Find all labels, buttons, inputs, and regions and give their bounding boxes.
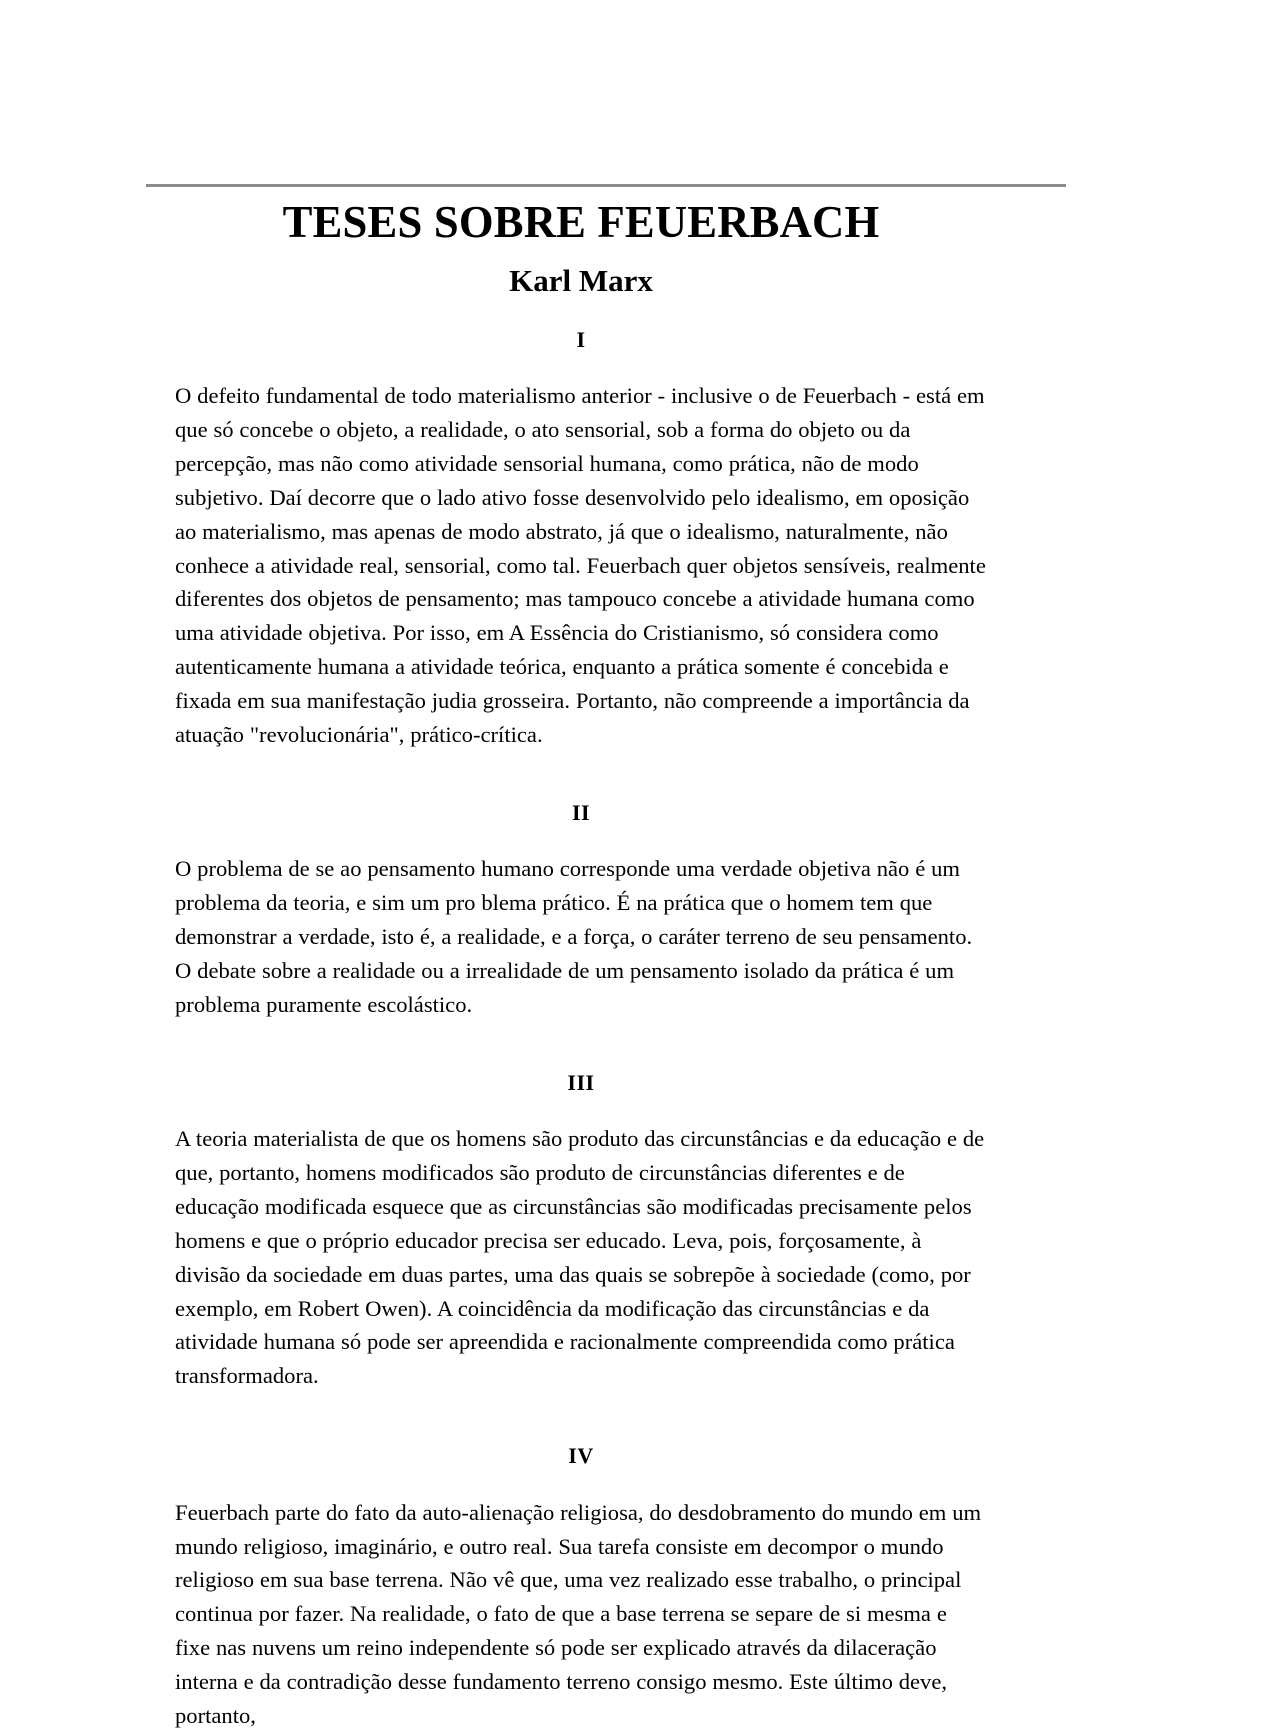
document-author: Karl Marx [509, 262, 653, 298]
header-divider-rule [146, 184, 1066, 187]
section-number-4: IV [568, 1443, 594, 1469]
section-paragraph-1: O defeito fundamental de todo materialismo anterior - inclusive o de Feuerbach - está em que só concebe o objeto, a realidade, o ato sensorial, sob a forma do objeto ou da percepção, mas não como atividade sensorial humana, como prática, não de modo subjetivo. Daí decorre que o lado ativo fosse desenvolvido pelo idealismo, em oposição ao materialismo, mas apenas de modo abstrato, já que o idealismo, naturalmente, não conhece a atividade real, sensorial, como tal. Feuerbach quer objetos sensíveis, realmente diferentes dos objetos de pensamento; mas tampouco concebe a atividade humana como uma atividade objetiva. Por isso, em A Essência do Cristianismo, só considera como autenticamente humana a atividade teórica, enquanto a prática somente é concebida e fixada em sua manifestação judia grosseira. Portanto, não compreende a importância da atuação "revolucionária", prático-crítica. [175, 383, 986, 747]
document-content [175, 196, 987, 1733]
section-number-2: II [571, 799, 591, 825]
section-number-3: III [567, 1069, 595, 1095]
thesis-section-2 [175, 800, 987, 1022]
section-paragraph-4: Feuerbach parte do fato da auto-alienação religiosa, do desdobramento do mundo em um mundo religioso, imaginário, e outro real. Sua tarefa consiste em decompor o mundo religioso em sua base terrena. Não vê que, uma vez realizado esse trabalho, o principal continua por fazer. Na realidade, o fato de que a base terrena se separe de si mesma e fixe nas nuvens um reino independente só pode ser explicado através da dilaceração interna e da contradição desse fundamento terreno consigo mesmo. Este último deve, portanto, [175, 1499, 982, 1728]
thesis-section-1 [175, 327, 987, 752]
section-number-1: I [576, 326, 586, 352]
page-title: TESES SOBRE FEUERBACH [282, 196, 880, 247]
section-paragraph-3: A teoria materialista de que os homens são produto das circunstâncias e da educação e de que, portanto, homens modificados são produto de circunstâncias diferentes e de educação modificada esquece que as circunstâncias são modificadas precisamente pelos homens e que o próprio educador precisa ser educado. Leva, pois, forçosamente, à divisão da sociedade em duas partes, uma das quais se sobrepõe à sociedade (como, por exemplo, em Robert Owen). A coincidência da modificação das circunstâncias e da atividade humana só pode ser apreendida e racionalmente compreendida como prática transformadora. [175, 1126, 985, 1389]
thesis-section-3 [175, 1070, 987, 1394]
section-paragraph-2: O problema de se ao pensamento humano corresponde uma verdade objetiva não é um problema da teoria, e sim um pro blema prático. É na prática que o homem tem que demonstrar a verdade, isto é, a realidade, e a força, o caráter terreno de seu pensamento. O debate sobre a realidade ou a irrealidade de um pensamento isolado da prática é um problema puramente escolástico. [175, 856, 973, 1017]
thesis-section-4 [175, 1443, 987, 1733]
